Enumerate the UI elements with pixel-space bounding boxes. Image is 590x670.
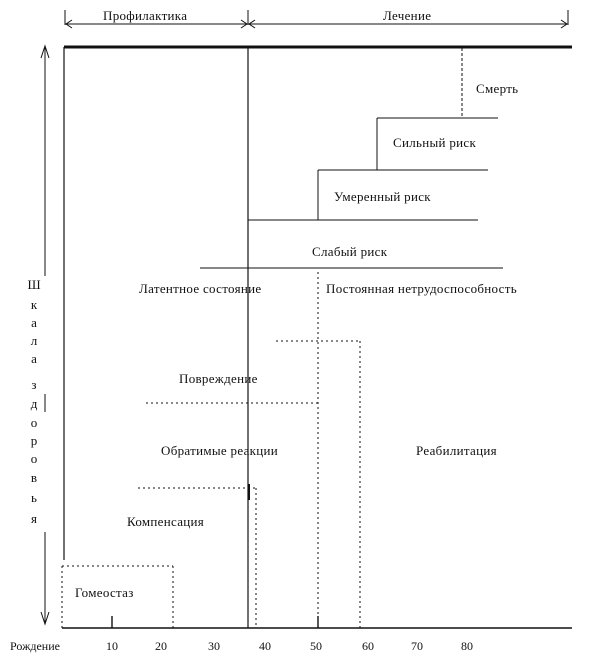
main-frame (62, 47, 572, 628)
homeostasis-label: Гомеостаз (75, 585, 134, 600)
axis-letter: ь (31, 490, 37, 505)
x-tick-label: 70 (411, 639, 423, 653)
low-risk-label: Слабый риск (312, 244, 388, 259)
x-tick-label: 60 (362, 639, 374, 653)
axis-letter: л (30, 333, 38, 348)
death-label: Смерть (476, 81, 519, 96)
damage-label: Повреждение (179, 371, 258, 386)
permanent-disability-label: Постоянная нетрудоспособность (326, 281, 517, 296)
axis-letter: а (31, 351, 37, 366)
axis-letter: а (31, 315, 37, 330)
x-axis-origin-label: Рождение (10, 639, 60, 653)
axis-letter: о (30, 415, 38, 430)
axis-letter: в (30, 470, 38, 485)
risk-staircase (200, 48, 503, 268)
reversible-reactions-label: Обратимые реакции (161, 443, 279, 458)
axis-letter: д (30, 396, 38, 411)
x-tick-label: 30 (208, 639, 220, 653)
moderate-risk-label: Умеренный риск (334, 189, 431, 204)
rehabilitation-label: Реабилитация (416, 443, 497, 458)
axis-letter: о (30, 451, 38, 466)
axis-letter: Ш (27, 277, 41, 292)
treatment-label: Лечение (383, 8, 432, 23)
prevention-label: Профилактика (103, 8, 188, 23)
x-tick-label: 10 (106, 639, 118, 653)
high-risk-label: Сильный риск (393, 135, 477, 150)
x-axis-ticks (112, 484, 318, 628)
x-tick-label: 50 (310, 639, 322, 653)
axis-letter: я (31, 511, 37, 526)
axis-letter: р (30, 433, 38, 448)
axis-letter: к (30, 297, 38, 312)
axis-letter: з (31, 377, 37, 392)
x-tick-label: 80 (461, 639, 473, 653)
latent-state-label: Латентное состояние (139, 281, 262, 296)
health-scale-axis (41, 46, 49, 624)
x-tick-label: 40 (259, 639, 271, 653)
compensation-label: Компенсация (127, 514, 205, 529)
x-tick-label: 20 (155, 639, 167, 653)
